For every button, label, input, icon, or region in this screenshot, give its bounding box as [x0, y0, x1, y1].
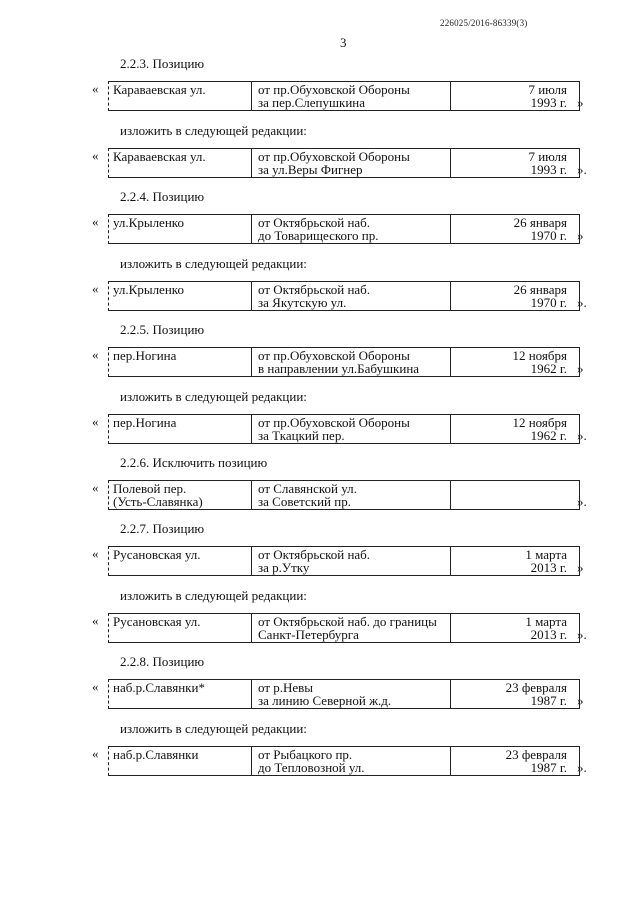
date-line: 1993 г. [530, 162, 567, 177]
instruction-text: изложить в следующей редакции: [120, 588, 307, 603]
opening-quote: « [92, 347, 99, 362]
table-row [108, 480, 580, 510]
date-line: 7 июля [528, 149, 567, 164]
range-line: за ул.Веры Фигнер [258, 162, 363, 177]
closing-quote: » [577, 560, 584, 575]
date-cell [451, 680, 575, 708]
range-line: от пр.Обуховской Обороны [258, 415, 410, 430]
table-row-wrapper [90, 414, 610, 444]
range-line: до Тепловозной ул. [258, 760, 365, 775]
date-cell [451, 547, 575, 575]
date-cell [451, 282, 575, 310]
date-cell [451, 348, 575, 376]
date-cell [451, 215, 575, 243]
range-line: за линию Северной ж.д. [258, 693, 392, 708]
street-cell [109, 282, 252, 310]
opening-quote: « [92, 613, 99, 628]
street-line: наб.р.Славянки* [113, 680, 205, 695]
date-cell [451, 415, 575, 443]
street-line: пер.Ногина [113, 415, 177, 430]
street-cell [109, 415, 252, 443]
opening-quote: « [92, 746, 99, 761]
date-line: 26 января [513, 282, 567, 297]
range-line: от пр.Обуховской Обороны [258, 82, 410, 97]
closing-quote: ». [577, 428, 587, 443]
street-cell [109, 215, 252, 243]
street-cell [109, 481, 252, 509]
section-heading: 2.2.4. Позицию [120, 189, 205, 204]
street-line: Русановская ул. [113, 614, 201, 629]
date-line: 1993 г. [530, 95, 567, 110]
date-cell [451, 481, 575, 509]
table-row-wrapper [90, 679, 610, 709]
table-row [108, 546, 580, 576]
table-row-wrapper [90, 480, 610, 510]
range-line: Санкт-Петербурга [258, 627, 359, 642]
range-line: от Октябрьской наб. [258, 547, 371, 562]
date-line: 23 февраля [505, 680, 567, 695]
table-row [108, 214, 580, 244]
section-heading: 2.2.6. Исключить позицию [120, 455, 268, 470]
table-row-wrapper [90, 214, 610, 244]
range-cell [252, 614, 451, 642]
date-line: 1970 г. [530, 295, 567, 310]
range-line: от пр.Обуховской Обороны [258, 149, 410, 164]
opening-quote: « [92, 214, 99, 229]
section-heading: 2.2.8. Позицию [120, 654, 205, 669]
date-line: 2013 г. [530, 560, 567, 575]
closing-quote: ». [577, 295, 587, 310]
street-cell [109, 614, 252, 642]
street-cell [109, 82, 252, 110]
range-cell [252, 282, 451, 310]
closing-quote: ». [577, 162, 587, 177]
street-line: Караваевская ул. [113, 82, 206, 97]
range-cell [252, 215, 451, 243]
closing-quote: » [577, 693, 584, 708]
table-row-wrapper [90, 746, 610, 776]
section-heading: 2.2.7. Позицию [120, 521, 205, 536]
opening-quote: « [92, 281, 99, 296]
opening-quote: « [92, 679, 99, 694]
opening-quote: « [92, 414, 99, 429]
closing-quote: » [577, 95, 584, 110]
table-row-wrapper [90, 546, 610, 576]
table-row [108, 613, 580, 643]
table-row [108, 81, 580, 111]
range-line: от Октябрьской наб. [258, 282, 371, 297]
document-body [90, 57, 610, 788]
table-row-wrapper [90, 613, 610, 643]
table-row-wrapper [90, 81, 610, 111]
opening-quote: « [92, 480, 99, 495]
date-line: 23 февраля [505, 747, 567, 762]
street-cell [109, 680, 252, 708]
table-row [108, 281, 580, 311]
opening-quote: « [92, 546, 99, 561]
date-cell [451, 82, 575, 110]
street-cell [109, 547, 252, 575]
table-row [108, 746, 580, 776]
street-line: ул.Крыленко [113, 215, 184, 230]
document-number: 226025/2016-86339(3) [440, 18, 528, 28]
table-row-wrapper [90, 281, 610, 311]
table-row [108, 679, 580, 709]
range-cell [252, 149, 451, 177]
range-line: от Октябрьской наб. [258, 215, 371, 230]
range-line: до Товарищеского пр. [258, 228, 379, 243]
street-cell [109, 348, 252, 376]
range-line: за Ткацкий пер. [258, 428, 345, 443]
street-line: наб.р.Славянки [113, 747, 199, 762]
street-line: пер.Ногина [113, 348, 177, 363]
date-line: 1 марта [525, 547, 567, 562]
closing-quote: ». [577, 494, 587, 509]
date-line: 1962 г. [530, 428, 567, 443]
date-line: 1987 г. [530, 693, 567, 708]
closing-quote: » [577, 361, 584, 376]
street-cell [109, 149, 252, 177]
street-line: (Усть-Славянка) [113, 494, 203, 509]
range-line: от Рыбацкого пр. [258, 747, 353, 762]
table-row [108, 347, 580, 377]
street-line: Караваевская ул. [113, 149, 206, 164]
section-heading: 2.2.3. Позицию [120, 56, 205, 71]
instruction-text: изложить в следующей редакции: [120, 721, 307, 736]
range-line: за р.Утку [258, 560, 310, 575]
range-line: от Славянской ул. [258, 481, 357, 496]
street-cell [109, 747, 252, 775]
range-line: за пер.Слепушкина [258, 95, 366, 110]
date-line: 26 января [513, 215, 567, 230]
date-line: 2013 г. [530, 627, 567, 642]
street-line: ул.Крыленко [113, 282, 184, 297]
instruction-text: изложить в следующей редакции: [120, 123, 307, 138]
range-cell [252, 747, 451, 775]
date-line: 1987 г. [530, 760, 567, 775]
date-cell [451, 149, 575, 177]
table-row-wrapper [90, 347, 610, 377]
range-cell [252, 680, 451, 708]
closing-quote: ». [577, 760, 587, 775]
date-line: 1962 г. [530, 361, 567, 376]
section-heading: 2.2.5. Позицию [120, 322, 205, 337]
range-cell [252, 481, 451, 509]
opening-quote: « [92, 81, 99, 96]
range-cell [252, 415, 451, 443]
range-cell [252, 348, 451, 376]
range-line: в направлении ул.Бабушкина [258, 361, 420, 376]
date-cell [451, 614, 575, 642]
street-line: Полевой пер. [113, 481, 187, 496]
range-line: от р.Невы [258, 680, 314, 695]
date-cell [451, 747, 575, 775]
range-cell [252, 547, 451, 575]
date-line: 1970 г. [530, 228, 567, 243]
closing-quote: » [577, 228, 584, 243]
date-line: 1 марта [525, 614, 567, 629]
range-cell [252, 82, 451, 110]
range-line: за Советский пр. [258, 494, 351, 509]
range-line: за Якутскую ул. [258, 295, 347, 310]
table-row-wrapper [90, 148, 610, 178]
street-line: Русановская ул. [113, 547, 201, 562]
table-row [108, 414, 580, 444]
range-line: от Октябрьской наб. до границы [258, 614, 437, 629]
opening-quote: « [92, 148, 99, 163]
closing-quote: ». [577, 627, 587, 642]
date-line: 12 ноября [512, 348, 567, 363]
date-line: 7 июля [528, 82, 567, 97]
instruction-text: изложить в следующей редакции: [120, 256, 307, 271]
range-line: от пр.Обуховской Обороны [258, 348, 410, 363]
date-line: 12 ноября [512, 415, 567, 430]
instruction-text: изложить в следующей редакции: [120, 389, 307, 404]
page-number: 3 [340, 35, 347, 50]
table-row [108, 148, 580, 178]
